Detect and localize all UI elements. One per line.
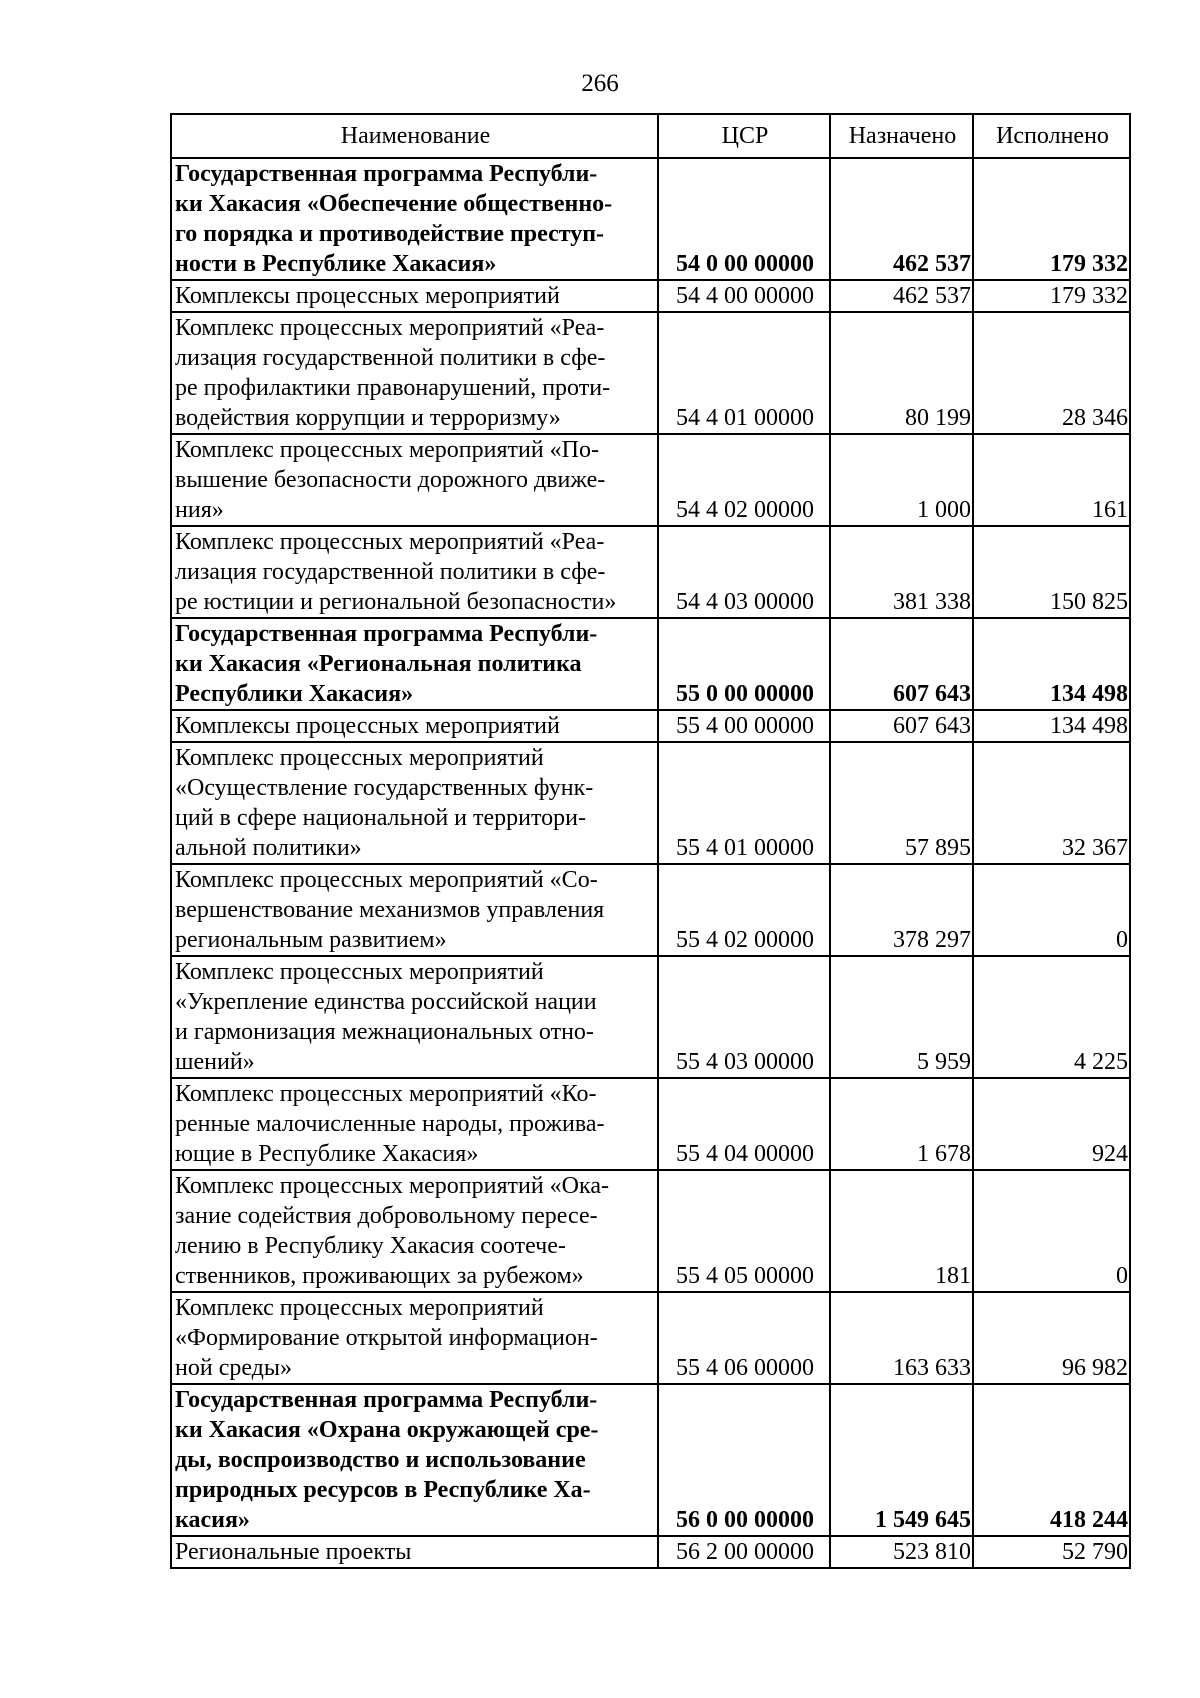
row-planned: 523 810 xyxy=(830,1536,973,1568)
row-name: Комплекс процессных мероприятий «Реа- лизация государственной политики в сфе- ре профилактики правонарушений, проти- водействия коррупции и терроризму» xyxy=(171,312,658,434)
row-planned: 381 338 xyxy=(830,526,973,618)
table-row xyxy=(171,864,1130,956)
row-planned: 1 678 xyxy=(830,1078,973,1170)
row-executed: 52 790 xyxy=(973,1536,1130,1568)
table-row xyxy=(171,618,1130,710)
row-planned: 1 549 645 xyxy=(830,1384,973,1536)
row-name: Комплексы процессных мероприятий xyxy=(171,710,658,742)
row-executed: 0 xyxy=(973,1170,1130,1292)
row-csr: 55 4 06 00000 xyxy=(658,1292,830,1384)
table-row xyxy=(171,280,1130,312)
row-executed: 134 498 xyxy=(973,618,1130,710)
row-executed: 179 332 xyxy=(973,280,1130,312)
row-csr: 55 4 01 00000 xyxy=(658,742,830,864)
table-row xyxy=(171,1536,1130,1568)
page-number: 266 xyxy=(581,70,619,97)
row-name: Государственная программа Республи- ки Хакасия «Охрана окружающей сре- ды, воспроизводство и использование природных ресурсов в Республике Ха- касия» xyxy=(171,1384,658,1536)
row-csr: 56 2 00 00000 xyxy=(658,1536,830,1568)
row-planned: 607 643 xyxy=(830,618,973,710)
row-csr: 55 4 00 00000 xyxy=(658,710,830,742)
row-executed: 179 332 xyxy=(973,158,1130,280)
budget-table xyxy=(170,113,1131,1569)
row-csr: 55 4 04 00000 xyxy=(658,1078,830,1170)
row-executed: 924 xyxy=(973,1078,1130,1170)
row-csr: 56 0 00 00000 xyxy=(658,1384,830,1536)
column-header-executed: Исполнено xyxy=(973,114,1130,158)
row-name: Комплекс процессных мероприятий «Ока- зание содействия добровольному пересе- лению в Республику Хакасия соотече- ственников, проживающих за рубежом» xyxy=(171,1170,658,1292)
row-csr: 54 4 00 00000 xyxy=(658,280,830,312)
row-planned: 462 537 xyxy=(830,280,973,312)
table-row xyxy=(171,1292,1130,1384)
table-row xyxy=(171,742,1130,864)
row-planned: 607 643 xyxy=(830,710,973,742)
row-planned: 181 xyxy=(830,1170,973,1292)
table-row xyxy=(171,1170,1130,1292)
row-name: Комплекс процессных мероприятий «Формирование открытой информацион- ной среды» xyxy=(171,1292,658,1384)
row-executed: 134 498 xyxy=(973,710,1130,742)
row-name: Комплекс процессных мероприятий «Реа- лизация государственной политики в сфе- ре юстиции и региональной безопасности» xyxy=(171,526,658,618)
row-name: Комплекс процессных мероприятий «Со- вершенствование механизмов управления региональным развитием» xyxy=(171,864,658,956)
row-name: Региональные проекты xyxy=(171,1536,658,1568)
row-executed: 0 xyxy=(973,864,1130,956)
row-executed: 418 244 xyxy=(973,1384,1130,1536)
row-csr: 55 4 02 00000 xyxy=(658,864,830,956)
table-row xyxy=(171,312,1130,434)
row-csr: 55 0 00 00000 xyxy=(658,618,830,710)
row-executed: 96 982 xyxy=(973,1292,1130,1384)
row-csr: 54 4 01 00000 xyxy=(658,312,830,434)
table-row xyxy=(171,158,1130,280)
row-executed: 4 225 xyxy=(973,956,1130,1078)
row-csr: 55 4 03 00000 xyxy=(658,956,830,1078)
table-row xyxy=(171,1078,1130,1170)
row-name: Комплексы процессных мероприятий xyxy=(171,280,658,312)
row-planned: 378 297 xyxy=(830,864,973,956)
row-executed: 32 367 xyxy=(973,742,1130,864)
row-name: Комплекс процессных мероприятий «По- вышение безопасности дорожного движе- ния» xyxy=(171,434,658,526)
row-planned: 462 537 xyxy=(830,158,973,280)
row-csr: 54 4 02 00000 xyxy=(658,434,830,526)
row-name: Государственная программа Республи- ки Хакасия «Обеспечение общественно- го порядка и противодействие преступ- ности в Республике Хакасия» xyxy=(171,158,658,280)
row-planned: 80 199 xyxy=(830,312,973,434)
table-row xyxy=(171,956,1130,1078)
table-body xyxy=(171,158,1130,1568)
row-csr: 54 4 03 00000 xyxy=(658,526,830,618)
row-executed: 150 825 xyxy=(973,526,1130,618)
row-planned: 163 633 xyxy=(830,1292,973,1384)
table-row xyxy=(171,434,1130,526)
row-executed: 28 346 xyxy=(973,312,1130,434)
table-header-row xyxy=(171,114,1130,158)
row-csr: 54 0 00 00000 xyxy=(658,158,830,280)
row-planned: 57 895 xyxy=(830,742,973,864)
table-row xyxy=(171,526,1130,618)
table-row xyxy=(171,710,1130,742)
row-csr: 55 4 05 00000 xyxy=(658,1170,830,1292)
row-planned: 1 000 xyxy=(830,434,973,526)
row-name: Государственная программа Республи- ки Хакасия «Региональная политика Республики Хакасия» xyxy=(171,618,658,710)
row-executed: 161 xyxy=(973,434,1130,526)
column-header-csr: ЦСР xyxy=(658,114,830,158)
row-name: Комплекс процессных мероприятий «Осуществление государственных функ- ций в сфере национальной и территори- альной политики» xyxy=(171,742,658,864)
column-header-name: Наименование xyxy=(171,114,658,158)
column-header-planned: Назначено xyxy=(830,114,973,158)
row-name: Комплекс процессных мероприятий «Укрепление единства российской нации и гармонизация межнациональных отно- шений» xyxy=(171,956,658,1078)
row-planned: 5 959 xyxy=(830,956,973,1078)
table-row xyxy=(171,1384,1130,1536)
row-name: Комплекс процессных мероприятий «Ко- ренные малочисленные народы, прожива- ющие в Республике Хакасия» xyxy=(171,1078,658,1170)
